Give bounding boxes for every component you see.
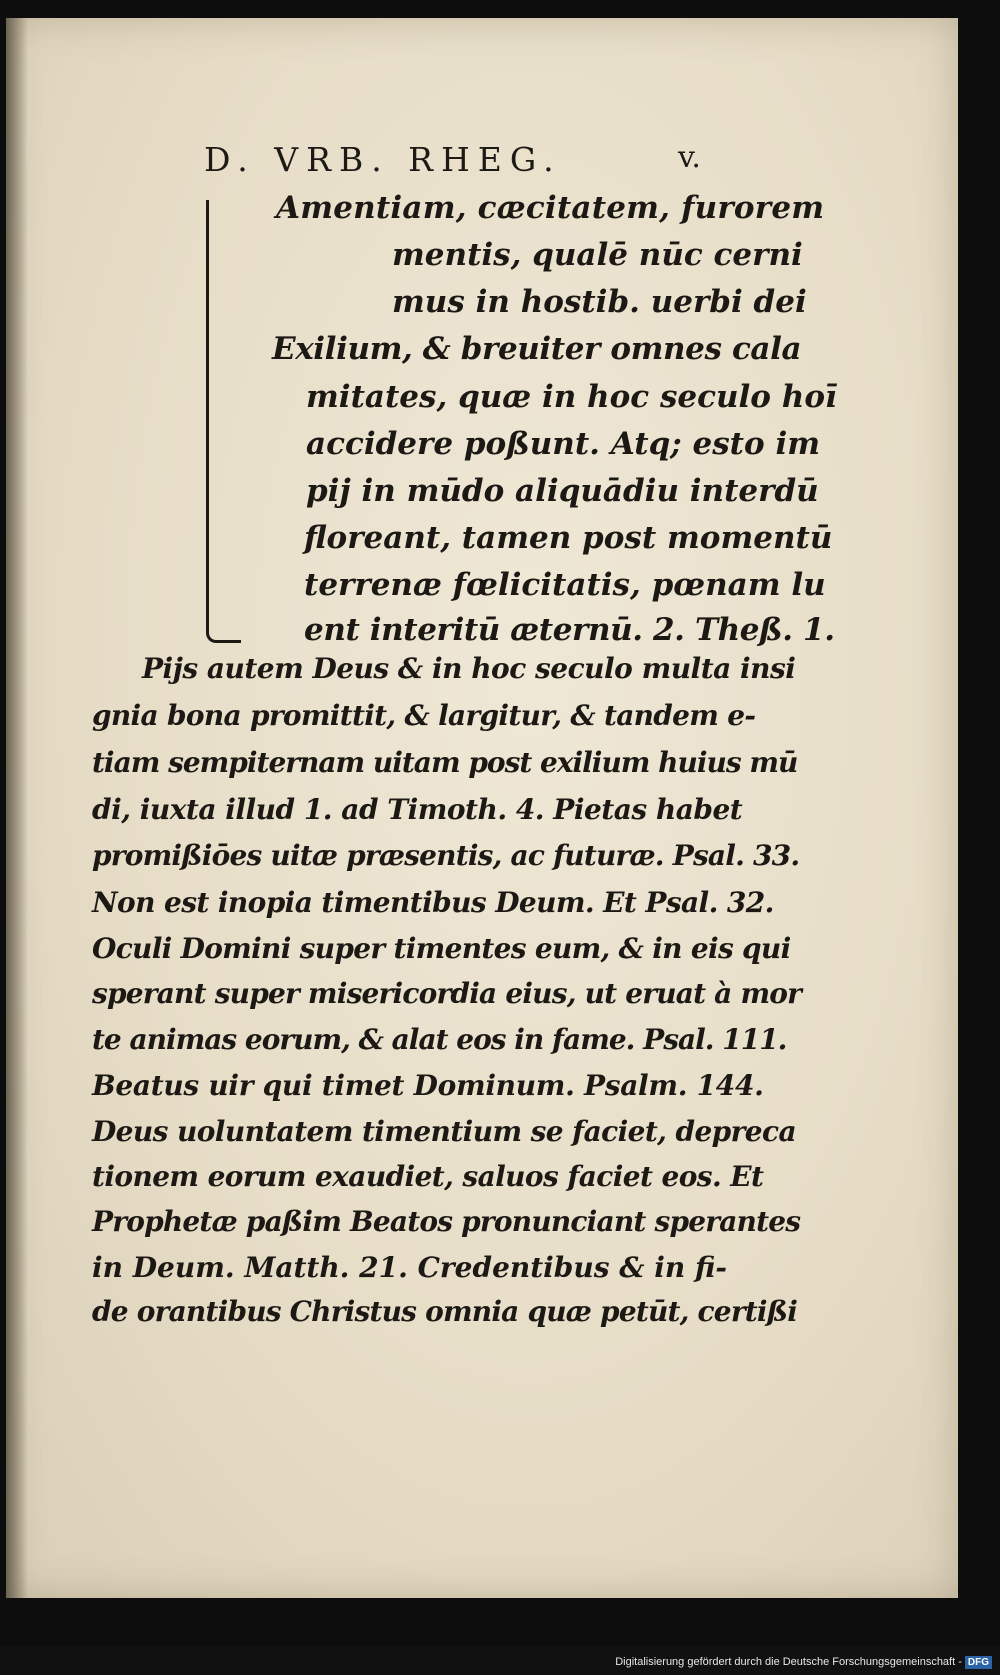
text-line: Non est inopia timentibus Deum. Et Psal. 32. <box>92 886 774 919</box>
text-line: promißiōes uitæ præsentis, ac futuræ. Psal. 33. <box>92 839 800 872</box>
text-line: Amentiam, cæcitatem, furorem <box>276 190 825 226</box>
dfg-logo: DFG <box>965 1656 992 1669</box>
text-line: Beatus uir qui timet Dominum. Psalm. 144. <box>92 1069 764 1102</box>
text-line: gnia bona promittit, & largitur, & tandem e- <box>92 699 756 732</box>
text-line: te animas eorum, & alat eos in fame. Psal. 111. <box>92 1023 787 1056</box>
text-line: tiam sempiternam uitam post exilium huius mū <box>92 746 798 779</box>
text-line: accidere poßunt. Atq; esto im <box>306 426 821 462</box>
margin-bracket <box>206 200 241 643</box>
credit-text: Digitalisierung gefördert durch die Deutsche Forschungsgemeinschaft - <box>615 1656 962 1668</box>
text-line: sperant super misericordia eius, ut eruat à mor <box>92 977 802 1010</box>
text-line: terrenæ fœlicitatis, pœnam lu <box>304 567 826 603</box>
folio-number: v. <box>678 140 701 175</box>
text-line: ent interitū æternū. 2. Theß. 1. <box>304 612 835 648</box>
text-line: pij in mūdo aliquādiu interdū <box>306 473 819 509</box>
text-line: mitates, quæ in hoc seculo hoī <box>306 379 837 415</box>
text-line: Exilium, & breuiter omnes cala <box>272 331 802 367</box>
text-line: in Deum. Matth. 21. Credentibus & in fi- <box>92 1251 728 1284</box>
text-line: floreant, tamen post momentū <box>304 520 833 556</box>
digitization-credit <box>615 1656 992 1669</box>
text-line: Oculi Domini super timentes eum, & in eis qui <box>92 932 791 965</box>
page-gutter-shadow <box>6 18 28 1598</box>
text-line: de orantibus Christus omnia quæ petūt, certißi <box>92 1295 798 1328</box>
text-line: mentis, qualē nūc cerni <box>392 237 803 273</box>
text-line: Deus uoluntatem timentium se faciet, depreca <box>92 1115 796 1148</box>
text-line: tionem eorum exaudiet, saluos faciet eos. Et <box>92 1160 764 1193</box>
text-line: mus in hostib. uerbi dei <box>392 284 807 320</box>
text-line: Prophetæ paßim Beatos pronunciant sperantes <box>92 1205 801 1238</box>
text-line: di, iuxta illud 1. ad Timoth. 4. Pietas habet <box>92 793 743 826</box>
book-page <box>6 18 958 1598</box>
running-head: D. VRB. RHEG. <box>204 140 562 179</box>
text-line: Pijs autem Deus & in hoc seculo multa insi <box>142 652 796 685</box>
